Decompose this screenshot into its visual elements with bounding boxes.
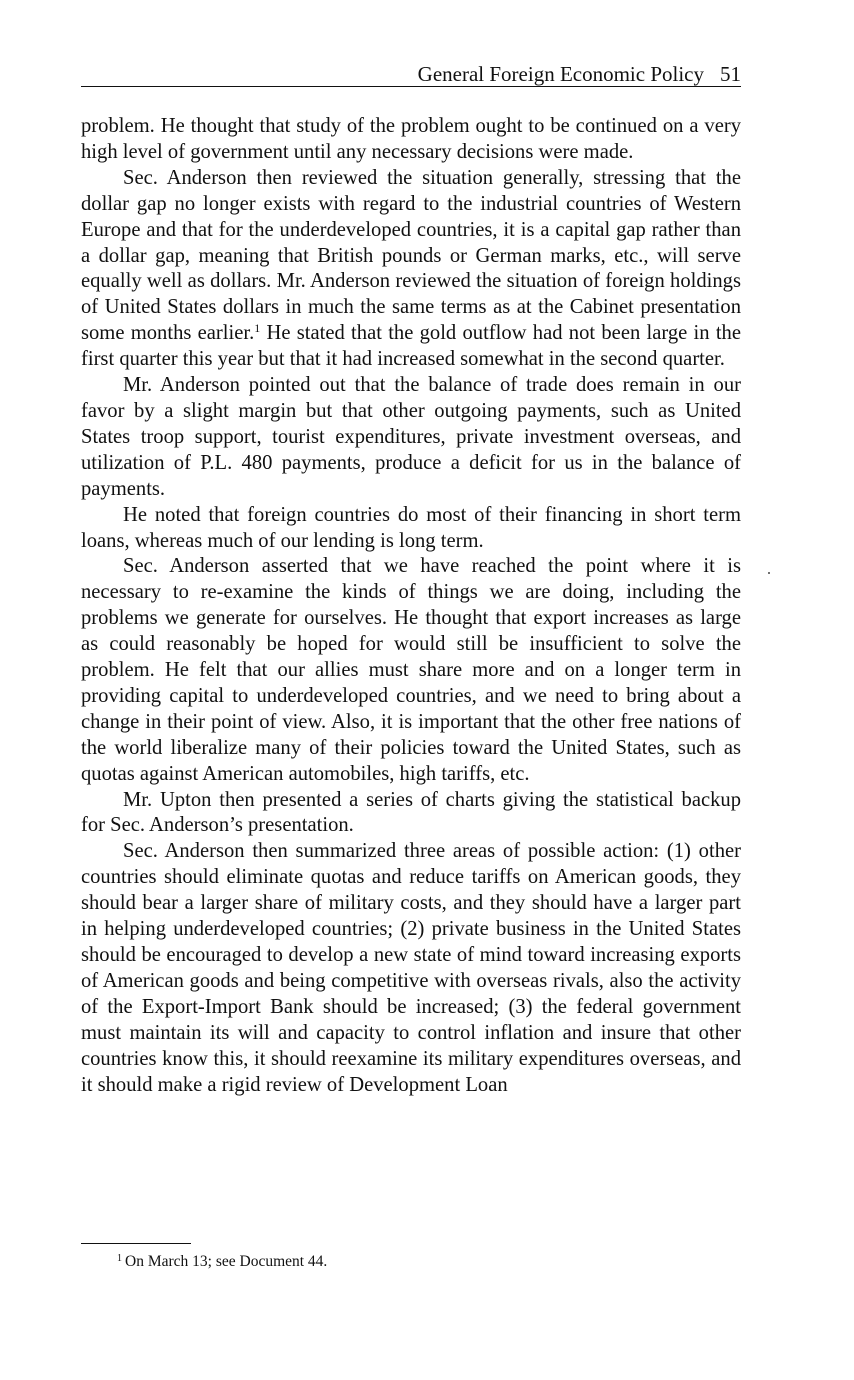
scan-speck [768, 572, 770, 574]
footnote-rule [81, 1243, 191, 1244]
footnote-marker: 1 [117, 1253, 122, 1264]
paragraph-upton-charts: Mr. Upton then presented a series of charts giving the statistical backup for Sec. Anderson’s presentation. [81, 788, 741, 837]
running-header [81, 58, 741, 87]
footnote-text: On March 13; see Document 44. [125, 1253, 328, 1270]
paragraph-re-examine: Sec. Anderson asserted that we have reached the point where it is necessary to re-examine the kinds of things we are doing, including the problems we generate for ourselves. He thought that export increases as large as could reasonably be hoped for would still be insufficient to solve the problem. He felt that our allies must share more and on a longer term in providing capital to underdeveloped countries, and we need to bring about a change in their point of view. Also, it is important that the other free nations of the world liberalize many of their policies toward the United States, such as quotas against American automobiles, high tariffs, etc. [81, 555, 741, 785]
paragraph-balance-of-trade: Mr. Anderson pointed out that the balance of trade does remain in our favor by a slight margin but that other outgoing payments, such as United States troop support, tourist expenditures, private investment overseas, and utilization of P.L. 480 payments, produce a deficit for us in the balance of payments. [81, 374, 741, 500]
page-number: 51 [720, 62, 741, 86]
paragraph-continued: problem. He thought that study of the problem ought to be continued on a very high level of government until any necessary decisions were made. [81, 115, 741, 163]
paragraph-text: He stated that the gold outflow had not been large in the first quarter this year but that it had increased somewhat in the second quarter. [81, 322, 741, 371]
footnote-reference: 1 [254, 321, 261, 336]
paragraph-short-term-loans: He noted that foreign countries do most of their financing in short term loans, whereas much of our lending is long term. [81, 503, 741, 552]
running-title: General Foreign Economic Policy [417, 62, 704, 86]
paragraph-text: Sec. Anderson then reviewed the situation generally, stressing that the dollar gap no longer exists with regard to the industrial countries of Western Europe and that for the underdeveloped countries, it is a capital gap rather than a dollar gap, meaning that British pounds or German marks, etc., will serve equally well as dollars. Mr. Anderson reviewed the situation of foreign holdings of United States dollars in much the same terms as at the Cabinet presentation some months earlier. [81, 166, 741, 345]
paragraph-possible-action: Sec. Anderson then summarized three areas of possible action: (1) other countries should eliminate quotas and reduce tariffs on American goods, they should bear a larger share of military costs, and they should have a larger part in helping underdeveloped countries; (2) private business in the United States should be encouraged to develop a new state of mind toward increasing exports of American goods and being competitive with overseas rivals, also the activity of the Export-Import Bank should be increased; (3) the federal government must maintain its will and capacity to control inflation and insure that other countries know this, it should reexamine its military expenditures overseas, and it should make a rigid review of Development Loan [81, 840, 741, 1096]
paragraph-anderson-review [81, 166, 741, 373]
body-text [81, 114, 741, 1098]
footnote [117, 1252, 327, 1272]
